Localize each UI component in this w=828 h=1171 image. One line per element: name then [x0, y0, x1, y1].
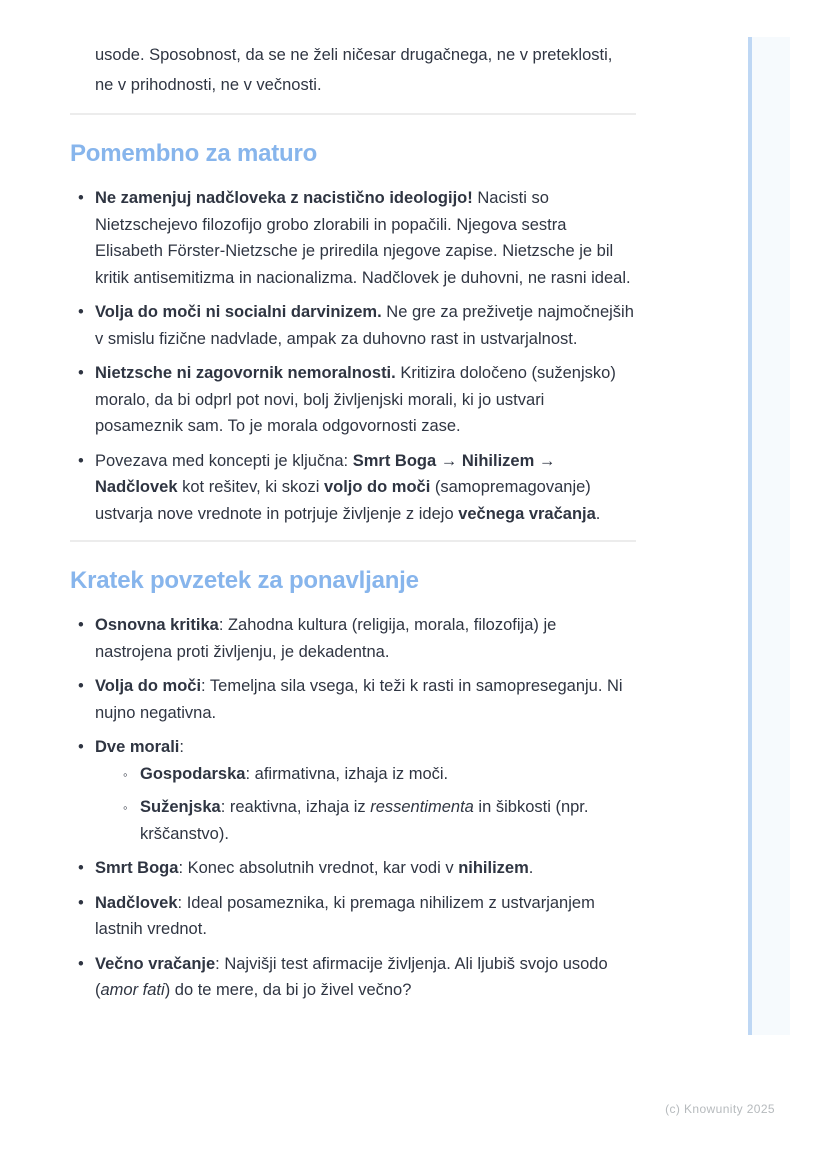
bullet-text	[140, 765, 448, 783]
bullet-item	[70, 951, 636, 1004]
text-segment: →	[436, 451, 462, 470]
bullet-text	[95, 677, 623, 722]
bullet-list	[70, 612, 636, 1004]
text-segment: : Konec absolutnih vrednot, kar vodi v	[178, 859, 459, 877]
bullet-marker-icon: •	[78, 451, 84, 470]
bullet-item	[70, 185, 636, 291]
sub-bullet-list	[115, 761, 636, 848]
bullet-text	[95, 616, 556, 661]
text-segment: Osnovna kritika	[95, 616, 219, 634]
bullet-item	[70, 673, 636, 726]
bullet-item	[70, 299, 636, 352]
text-segment: Dve morali	[95, 738, 180, 756]
text-segment: →	[534, 451, 556, 470]
bullet-text	[95, 859, 533, 877]
footer-copyright: (c) Knowunity 2025	[665, 1102, 775, 1116]
text-segment: : Zahodna kultura (religija, morala, filozofija) je nastrojena proti življenju, je dekadentna.	[95, 616, 557, 661]
text-segment: Nadčlovek	[95, 893, 178, 912]
text-segment: Nadčlovek	[95, 478, 178, 496]
bullet-item	[70, 734, 636, 847]
text-segment: Kritizira določeno (suženjsko) moralo, da bi odprl pot novi, bolj življenjski morali, ki jo ustvari posameznik sam. To je morala odgovornosti zase.	[95, 364, 616, 435]
bullet-marker-icon: •	[78, 189, 84, 207]
bullet-text	[95, 738, 184, 756]
text-segment: Volja do moči ni socialni darvinizem.	[95, 303, 382, 321]
text-segment: voljo do moči	[323, 478, 431, 496]
text-segment: Nihilizem	[461, 451, 535, 470]
text-segment: .	[595, 504, 601, 523]
text-segment: Povezava med koncepti je ključna:	[95, 451, 353, 470]
bullet-item	[70, 890, 636, 943]
text-segment: :	[179, 738, 184, 756]
text-segment: večnega vračanja	[458, 504, 596, 523]
text-segment: in šibkosti (npr. krščanstvo).	[140, 798, 589, 843]
text-segment: Nietzsche ni zagovornik nemoralnosti.	[95, 364, 396, 382]
sub-bullet-marker-icon: ◦	[123, 800, 128, 815]
text-segment: Suženjska	[140, 798, 221, 816]
intro-paragraph: usode. Sposobnost, da se ne želi ničesar drugačnega, ne v preteklosti, ne v prihodnosti, ne v večnosti.	[95, 46, 613, 94]
text-segment: Večno vračanje	[95, 954, 216, 973]
text-segment: Nacisti so Nietzschejevo filozofijo grobo zlorabili in popačili. Njegova sestra Elisabeth Förster-Nietzsche je priredila njegove zapise. Nietzsche je bil kritik antisemitizma in nacionalizma. Nadčlovek je duhovni, ne rasni ideal.	[95, 189, 631, 287]
bullet-text	[95, 894, 595, 939]
bullet-text	[140, 798, 588, 843]
bullet-text	[95, 364, 616, 435]
bullet-list	[70, 185, 636, 527]
bullet-item	[70, 448, 636, 528]
sub-bullet-item	[115, 794, 636, 847]
bullet-marker-icon: •	[78, 303, 84, 321]
text-segment: : Ideal posameznika, ki premaga nihilizem z ustvarjanjem lastnih vrednot.	[95, 893, 595, 938]
scroll-indicator[interactable]	[748, 37, 790, 1035]
document-page	[70, 0, 636, 1012]
text-segment: nihilizem	[458, 859, 529, 877]
section-title: Pomembno za maturo	[70, 140, 318, 167]
bullet-marker-icon: •	[78, 364, 84, 382]
bullet-item	[70, 360, 636, 440]
text-segment: Gospodarska	[140, 764, 246, 783]
section-title: Kratek povzetek za ponavljanje	[70, 567, 419, 594]
text-segment: Ne gre za preživetje najmočnejših v smislu fizične nadvlade, ampak za duhovno rast in ustvarjalnost.	[95, 303, 634, 348]
bullet-marker-icon: •	[78, 954, 84, 973]
bullet-marker-icon: •	[78, 893, 84, 912]
text-segment: .	[528, 859, 534, 877]
text-segment: Ne zamenjuj nadčloveka z nacistično ideologijo!	[95, 189, 473, 207]
text-segment: : Temeljna sila vsega, ki teži k rasti in samopreseganju. Ni nujno negativna.	[95, 677, 623, 722]
bullet-item	[70, 612, 636, 665]
text-segment: amor fati	[100, 981, 165, 999]
section-divider	[70, 540, 636, 542]
text-segment: Smrt Boga	[352, 451, 437, 470]
text-segment: : afirmativna, izhaja iz moči.	[245, 764, 449, 783]
bullet-marker-icon: •	[78, 738, 84, 756]
sub-bullet-marker-icon: ◦	[123, 766, 128, 782]
bullet-text	[95, 189, 631, 287]
text-segment: (samopremagovanje) ustvarja nove vrednote in potrjuje življenje z idejo	[95, 478, 591, 523]
section-divider	[70, 113, 636, 115]
text-segment: : Najvišji test afirmacije življenja. Ali ljubiš svojo usodo (	[95, 954, 608, 999]
text-segment: Volja do moči	[95, 677, 202, 695]
text-segment: : reaktivna, izhaja iz	[220, 798, 371, 816]
bullet-marker-icon: •	[78, 677, 84, 695]
text-segment: ) do te mere, da bi jo živel večno?	[164, 981, 412, 999]
bullet-text	[95, 303, 634, 348]
text-segment: ressentimenta	[370, 798, 474, 816]
sub-bullet-item	[115, 761, 636, 788]
sections	[70, 113, 636, 1004]
bullet-item	[70, 855, 636, 882]
text-segment: kot rešitev, ki skozi	[177, 478, 324, 496]
bullet-marker-icon: •	[78, 859, 84, 877]
bullet-marker-icon: •	[78, 616, 84, 634]
text-segment: Smrt Boga	[95, 859, 179, 877]
bullet-text	[95, 955, 608, 1000]
bullet-text	[95, 452, 600, 523]
